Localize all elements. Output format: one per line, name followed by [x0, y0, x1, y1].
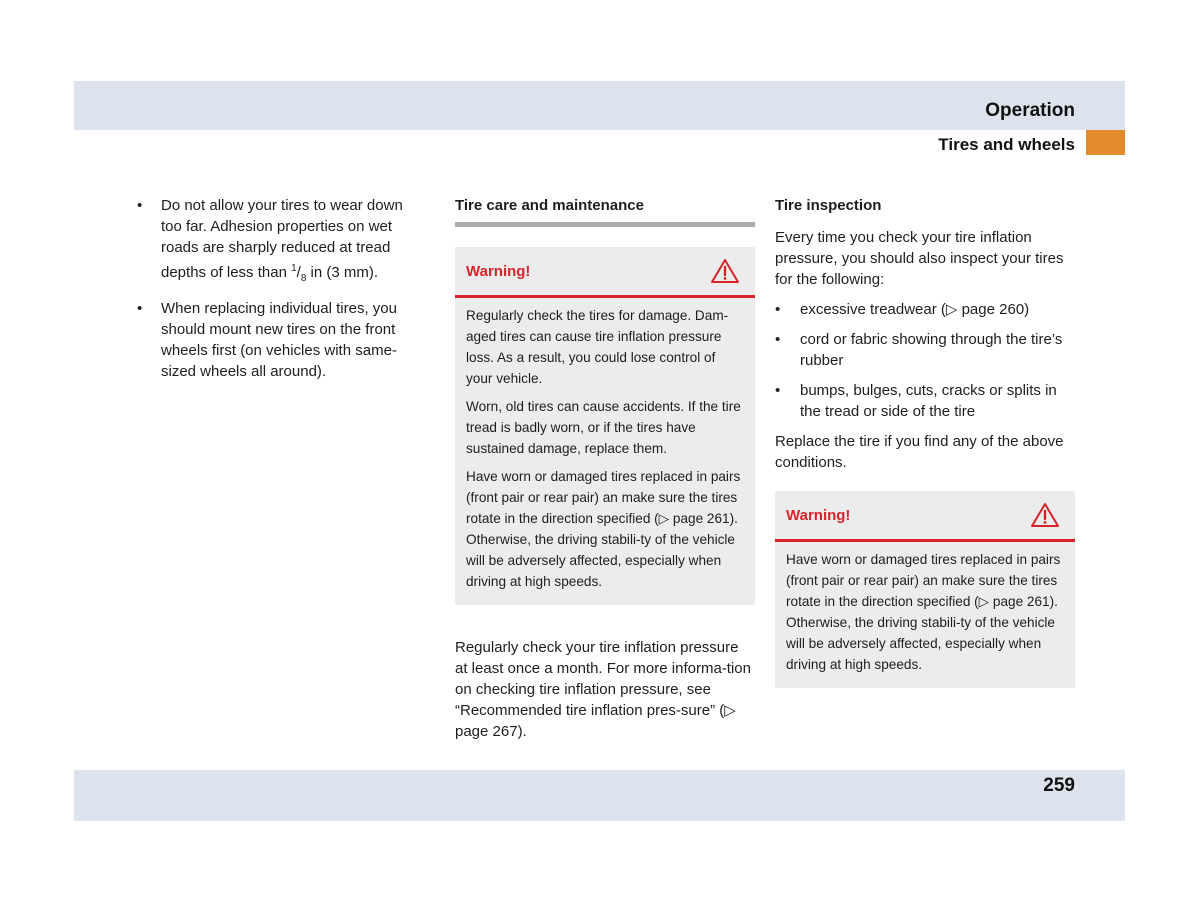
section-heading: Tire care and maintenance	[455, 197, 644, 214]
page-number: 259	[1043, 775, 1075, 796]
column-left	[137, 195, 427, 391]
bullet-icon: •	[137, 197, 143, 214]
warning-paragraph: Have worn or damaged tires replaced in pairs (front pair or rear pair) an make sure the tires rotate in the direction specified (▷ page 261). Otherwise, the driving stabili-ty of the vehicle will be adversely affected, especially when driving at high speeds.	[786, 552, 1061, 672]
heading-rule	[455, 222, 755, 227]
section-title: Operation	[985, 100, 1075, 121]
column-middle	[455, 195, 755, 751]
fraction-slash: /	[296, 264, 301, 281]
outro-paragraph: Replace the tire if you find any of the above conditions.	[775, 433, 1064, 471]
header-band	[74, 81, 1125, 130]
section-heading: Tire inspection	[775, 197, 882, 214]
chapter-tab-marker	[1086, 130, 1125, 155]
list-item	[775, 329, 1075, 371]
tire-wear-bullet-list	[137, 195, 427, 382]
warning-label: Warning!	[466, 262, 531, 280]
warning-header	[775, 491, 1075, 542]
warning-triangle-icon	[1030, 502, 1060, 528]
list-item-text: Do not allow your tires to wear down too far. Adhesion properties on wet roads are sharply reduced at tread depths of less than $^1/_8$ in (3 mm).	[161, 197, 403, 284]
warning-paragraph: Worn, old tires can cause accidents. If the tire tread is badly worn, or if the tires have sustained damage, replace them.	[466, 399, 741, 456]
list-item	[137, 195, 427, 289]
chapter-title: Tires and wheels	[938, 135, 1075, 154]
bullet-icon: •	[775, 331, 781, 348]
list-item-text: When replacing individual tires, you should mount new tires on the front wheels first (on vehicles with same-sized wheels all around).	[161, 300, 397, 380]
list-item	[137, 298, 427, 382]
bullet-icon: •	[775, 382, 781, 399]
warning-triangle-icon	[710, 258, 740, 284]
inflation-pressure-paragraph: Regularly check your tire inflation pressure at least once a month. For more informa-tion on checking tire inflation pressure, see “Recommended tire inflation pres-sure” (▷ page 267).	[455, 639, 751, 740]
warning-header	[455, 247, 755, 298]
warning-body	[455, 298, 755, 601]
list-item	[775, 299, 1075, 320]
list-item	[775, 380, 1075, 422]
inspection-bullet-list	[775, 299, 1075, 422]
fraction-numerator: 1	[291, 263, 297, 274]
bullet-icon: •	[775, 301, 781, 318]
intro-paragraph: Every time you check your tire inflation pressure, you should also inspect your tires for the following:	[775, 229, 1064, 288]
list-item-text: bumps, bulges, cuts, cracks or splits in the tread or side of the tire	[800, 382, 1057, 420]
bullet-icon: •	[137, 300, 143, 317]
fraction-denominator: 8	[300, 273, 307, 284]
column-right	[775, 195, 1075, 720]
warning-paragraph: Have worn or damaged tires replaced in pairs (front pair or rear pair) an make sure the tires rotate in the direction specified (▷ page 261). Otherwise, the driving stabili-ty of the vehicle will be adversely affected, especially when driving at high speeds.	[466, 469, 741, 589]
list-item-text: excessive treadwear (▷ page 260)	[800, 301, 1030, 318]
list-item-text: cord or fabric showing through the tire’s rubber	[800, 331, 1063, 369]
warning-box	[775, 491, 1075, 688]
warning-box	[455, 247, 755, 605]
warning-label: Warning!	[786, 506, 851, 524]
warning-paragraph: Regularly check the tires for damage. Dam-aged tires can cause tire inflation pressure loss. As a result, you could lose control of your vehicle.	[466, 308, 729, 386]
warning-body	[775, 542, 1075, 684]
footer-band	[74, 770, 1125, 821]
